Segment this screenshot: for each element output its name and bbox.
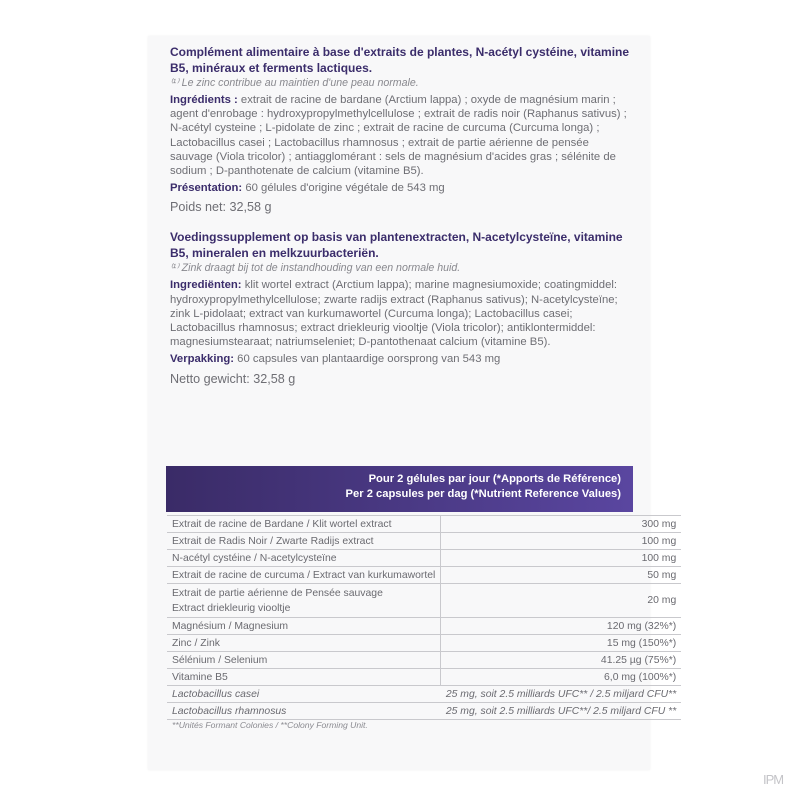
fr-net-weight: Poids net: 32,58 g xyxy=(170,200,272,215)
nl-ingredients-text: klit wortel extract (Arctium lappa); marine magnesiumoxide; coatingmiddel: hydroxypropylmethylcellulose; zwarte radijs extract (Raphanus sativus); N-acetylcysteïne; zink L-pidolaat; extract van kurkumawortel (Curcuma longa); Lactobacillus casei; Lactobacillus rhamnosus; extract driekleurig viooltje (Viola tricolor); antiklontermiddel: magnesiumstearaat; natriumseleniet; D-pantothenaat calcium (vitamine B5). xyxy=(170,279,618,349)
fr-ingredients-label: Ingrédients : xyxy=(170,94,238,106)
row-name-line1: Extrait de partie aérienne de Pensée sauvage xyxy=(172,587,383,599)
row-value: 300 mg xyxy=(441,516,681,533)
row-name: Vitamine B5 xyxy=(167,669,441,686)
table-row xyxy=(167,516,681,533)
row-name: Lactobacillus rhamnosus xyxy=(167,703,441,720)
nutrition-table xyxy=(167,515,681,720)
row-value: 20 mg xyxy=(441,584,681,618)
nl-heading: Voedingssupplement op basis van plantenextracten, N-acetylcysteïne, vitamine B5, mineralen en melkzuurbacteriën. xyxy=(170,230,623,260)
table-row xyxy=(167,686,681,703)
row-value: 15 mg (150%*) xyxy=(441,635,681,652)
row-value: 50 mg xyxy=(441,567,681,584)
fr-zinc-note: ⁽¹⁾ Le zinc contribue au maintien d'une peau normale. xyxy=(170,77,419,89)
fr-presentation-text: 60 gélules d'origine végétale de 543 mg xyxy=(242,182,445,195)
table-row xyxy=(167,533,681,550)
row-value: 6,0 mg (100%*) xyxy=(441,669,681,686)
row-name: N-acétyl cystéine / N-acetylcysteïne xyxy=(167,550,441,567)
row-value: 120 mg (32%*) xyxy=(441,618,681,635)
row-name-line2: Extract driekleurig viooltje xyxy=(172,602,291,614)
table-header-nl: Per 2 capsules per dag (*Nutrient Reference Values) xyxy=(345,487,621,500)
fr-heading: Complément alimentaire à base d'extraits de plantes, N-acétyl cystéine, vitamine B5, minéraux et ferments lactiques. xyxy=(170,45,630,75)
table-row xyxy=(167,635,681,652)
row-name: Extrait de Radis Noir / Zwarte Radijs extract xyxy=(167,533,441,550)
row-name: Zinc / Zink xyxy=(167,635,441,652)
nl-packaging-label: Verpakking: xyxy=(170,353,235,366)
nl-packaging-text: 60 capsules van plantaardige oorsprong van 543 mg xyxy=(234,353,501,366)
fr-presentation xyxy=(170,181,632,195)
table-row xyxy=(167,669,681,686)
table-row xyxy=(167,567,681,584)
row-value: 41.25 µg (75%*) xyxy=(441,652,681,669)
row-name: Extrait de racine de curcuma / Extract van kurkumawortel xyxy=(167,567,441,584)
nl-net-weight: Netto gewicht: 32,58 g xyxy=(170,371,296,386)
row-value: 25 mg, soit 2.5 milliards UFC** / 2.5 miljard CFU** xyxy=(441,686,681,703)
table-header-fr: Pour 2 gélules par jour (*Apports de Référence) xyxy=(368,473,621,485)
nl-ingredients xyxy=(170,278,632,349)
table-row xyxy=(167,584,681,618)
cfu-footnote: **Unités Formant Colonies / **Colony Forming Unit. xyxy=(172,720,368,730)
row-name xyxy=(167,584,441,618)
table-row xyxy=(167,652,681,669)
row-name: Extrait de racine de Bardane / Klit wortel extract xyxy=(167,516,441,533)
row-value: 100 mg xyxy=(441,533,681,550)
row-name: Sélénium / Selenium xyxy=(167,652,441,669)
row-value: 25 mg, soit 2.5 milliards UFC**/ 2.5 miljard CFU ** xyxy=(441,703,681,720)
nl-section xyxy=(170,230,632,387)
table-row xyxy=(167,703,681,720)
nl-packaging xyxy=(170,352,632,366)
table-row xyxy=(167,550,681,567)
nl-ingredients-label: Ingrediënten: xyxy=(170,279,242,292)
label-text xyxy=(170,45,632,388)
row-name: Magnésium / Magnesium xyxy=(167,618,441,635)
table-row xyxy=(167,618,681,635)
fr-ingredients-text: extrait de racine de bardane (Arctium lappa) ; oxyde de magnésium marin ; agent d'enrobage : hydroxypropylmethylcellulose ; extrait de radis noir (Raphanus sativus) ; N-acétyl cysteine ; L-pidolate de zinc ; extrait de racine de curcuma (Curcuma longa) ; Lactobacillus casei ; Lactobacillus rhamnosus ; extrait de partie aérienne de pensée sauvage (Viola tricolor) ; antiagglomérant : sels de magnésium d'acides gras ; sélénite de sodium ; D-panthotenate de calcium (vitamine B5). xyxy=(170,94,627,178)
ipm-logo: IPM xyxy=(763,772,784,787)
fr-presentation-label: Présentation: xyxy=(170,182,243,195)
nutrition-table-header xyxy=(166,466,633,512)
fr-ingredients xyxy=(170,93,632,178)
nl-zinc-note: ⁽¹⁾ Zink draagt bij tot de instandhouding van een normale huid. xyxy=(170,262,461,275)
row-value: 100 mg xyxy=(441,550,681,567)
row-name: Lactobacillus casei xyxy=(167,686,441,703)
